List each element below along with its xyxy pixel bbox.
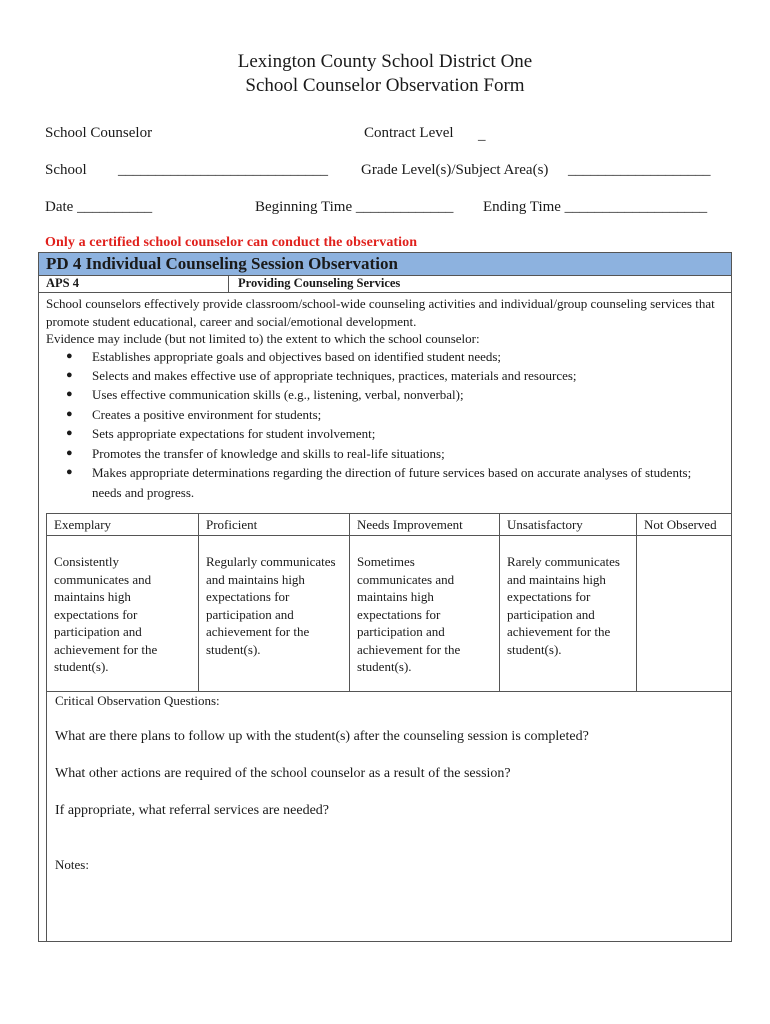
rating-label: Unsatisfactory — [507, 517, 583, 532]
bullet-icon: ● — [66, 350, 73, 362]
school-counselor-label: School Counselor — [45, 125, 153, 141]
contract-level-field[interactable]: _ — [478, 127, 486, 143]
rating-label: Exemplary — [54, 517, 112, 532]
rating-column-unsatisfactory[interactable] — [500, 514, 637, 691]
aps-code: APS 4 — [46, 276, 79, 290]
bullet-text: Promotes the transfer of knowledge and skills to real-life situations; — [92, 446, 445, 461]
aps-row — [39, 276, 731, 293]
rating-column-proficient[interactable] — [199, 514, 350, 691]
section-description — [46, 295, 716, 348]
school-label: School — [45, 162, 87, 178]
notes-label: Notes: — [55, 857, 89, 872]
rating-header — [47, 514, 198, 536]
rating-table — [46, 513, 732, 692]
bullet-icon: ● — [66, 466, 73, 478]
certification-warning: Only a certified school counselor can conduct the observation — [45, 235, 418, 250]
date-field[interactable]: Date __________ — [45, 199, 153, 215]
rating-label: Not Observed — [644, 517, 717, 532]
bullet-icon: ● — [66, 369, 73, 381]
bullet-text: Selects and makes effective use of appropriate techniques, practices, materials and resources; — [92, 368, 577, 383]
bullet-icon: ● — [66, 408, 73, 420]
rating-header — [350, 514, 499, 536]
bullet-text: Makes appropriate determinations regarding the direction of future services based on accurate analyses of students; needs and progress. — [92, 465, 692, 500]
rating-column-needs-improvement[interactable] — [350, 514, 500, 691]
section-title: PD 4 Individual Counseling Session Observation — [46, 254, 398, 273]
grade-level-label: Grade Level(s)/Subject Area(s) — [361, 162, 549, 178]
section-header — [39, 253, 731, 276]
critical-questions-heading: Critical Observation Questions: — [55, 693, 220, 708]
rating-label: Needs Improvement — [357, 517, 463, 532]
rating-description: Regularly communicates and maintains high expectations for participation and achievement for the student(s). — [206, 554, 336, 657]
contract-level-label: Contract Level — [364, 125, 454, 141]
description-text: School counselors effectively provide classroom/school-wide counseling activities and individual/group counseling services that promote student educational, career and social/emotional development. — [46, 296, 715, 329]
bullet-icon: ● — [66, 427, 73, 439]
critical-question: What are there plans to follow up with the student(s) after the counseling session is completed? — [55, 729, 589, 744]
aps-title: Providing Counseling Services — [238, 276, 401, 290]
rating-description: Consistently communicates and maintains high expectations for participation and achievement for the student(s). — [54, 554, 158, 674]
bullet-text: Establishes appropriate goals and objectives based on identified student needs; — [92, 349, 502, 364]
form-title-district: Lexington County School District One — [237, 51, 533, 72]
form-title-name: School Counselor Observation Form — [245, 75, 525, 96]
bullet-text: Creates a positive environment for students; — [92, 407, 322, 422]
rating-header — [199, 514, 349, 536]
rating-column-exemplary[interactable] — [47, 514, 199, 691]
rating-label: Proficient — [206, 517, 258, 532]
rating-header — [637, 514, 731, 536]
rating-description: Rarely communicates and maintains high expectations for participation and achievement for the student(s). — [507, 554, 620, 657]
ending-time-field[interactable]: Ending Time ___________________ — [483, 199, 708, 215]
aps-divider — [228, 276, 229, 292]
bullet-text: Uses effective communication skills (e.g., listening, verbal, nonverbal); — [92, 387, 464, 402]
rating-column-not-observed[interactable] — [637, 514, 731, 691]
bullet-icon: ● — [66, 388, 73, 400]
rating-description: Sometimes communicates and maintains high expectations for participation and achievement for the student(s). — [357, 554, 461, 674]
evidence-intro: Evidence may include (but not limited to) the extent to which the school counselor: — [46, 331, 480, 346]
critical-question: If appropriate, what referral services are needed? — [55, 803, 329, 818]
rating-header — [500, 514, 636, 536]
beginning-time-field[interactable]: Beginning Time _____________ — [255, 199, 454, 215]
school-field[interactable]: ____________________________ — [118, 162, 328, 178]
bullet-icon: ● — [66, 447, 73, 459]
critical-question: What other actions are required of the school counselor as a result of the session? — [55, 766, 511, 781]
grade-level-field[interactable]: ___________________ — [568, 162, 711, 178]
bullet-text: Sets appropriate expectations for student involvement; — [92, 426, 376, 441]
